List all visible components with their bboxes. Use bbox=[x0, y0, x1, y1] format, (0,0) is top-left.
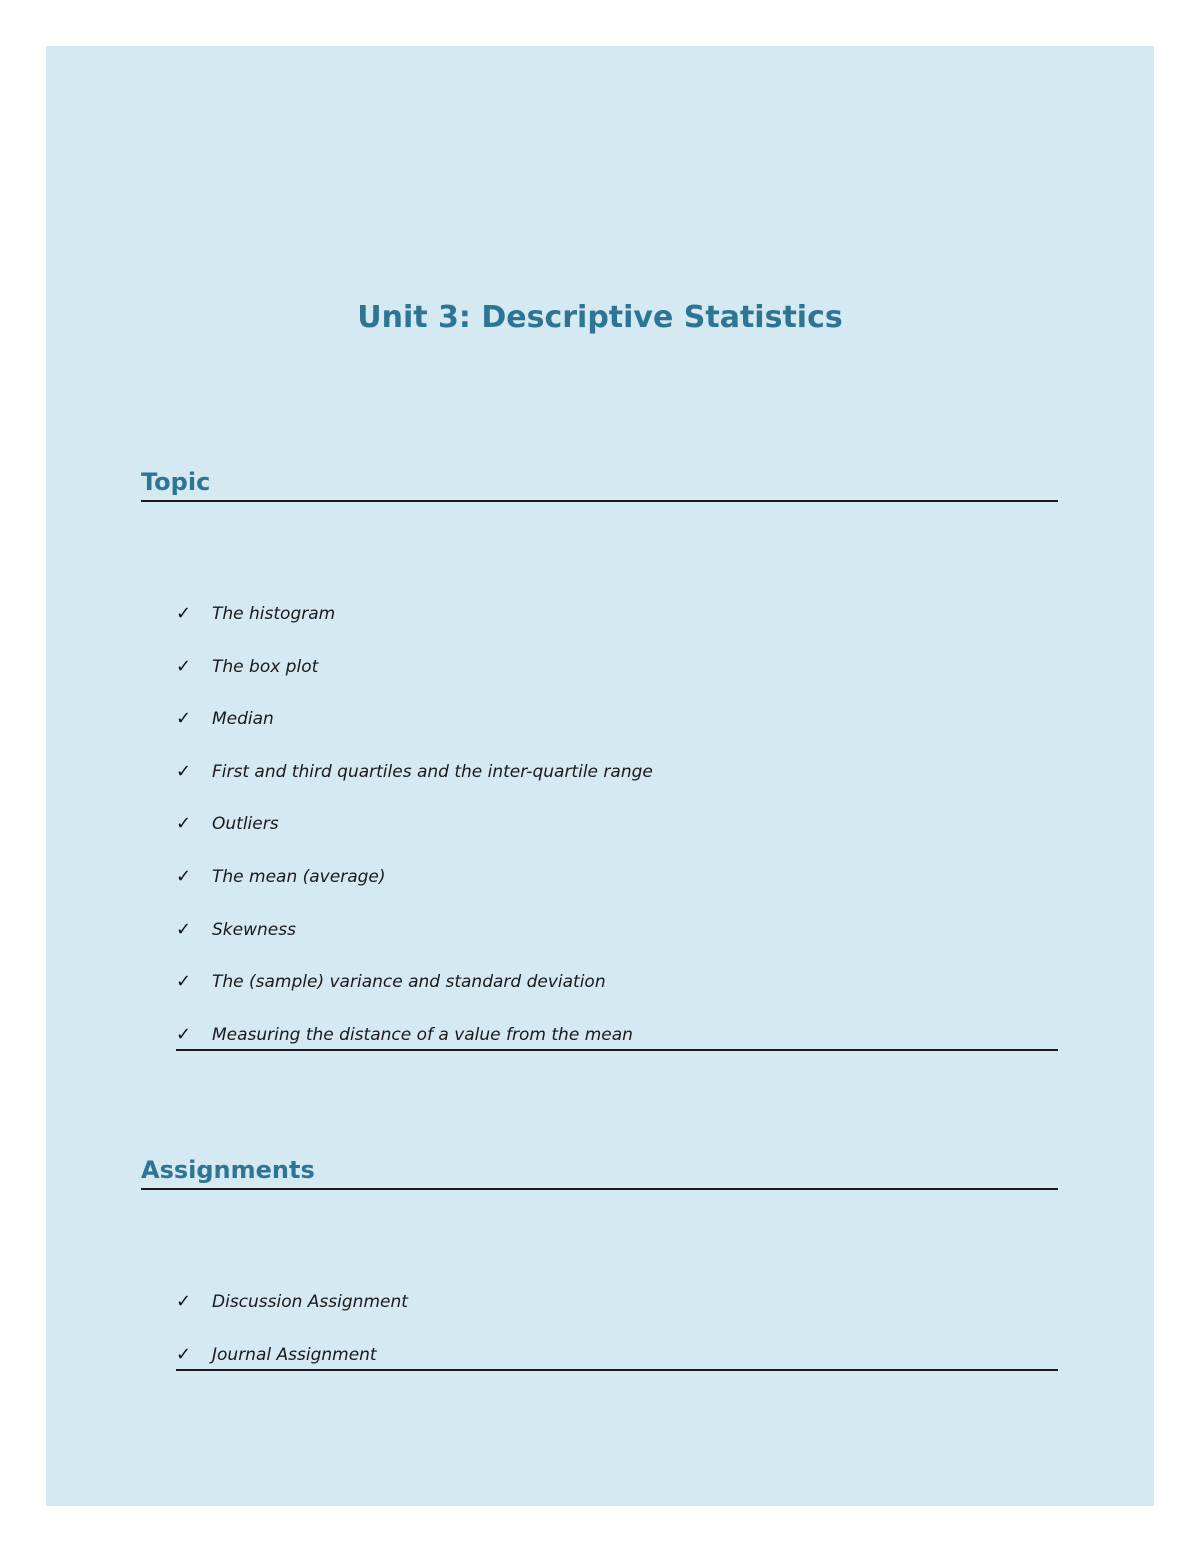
list-item-label: Discussion Assignment bbox=[212, 1292, 408, 1312]
page-title: Unit 3: Descriptive Statistics bbox=[357, 300, 843, 335]
list-item bbox=[176, 759, 1058, 812]
list-item bbox=[176, 917, 1058, 970]
list-item-label: First and third quartiles and the inter-quartile range bbox=[212, 761, 653, 782]
list-item-label: The mean (average) bbox=[212, 866, 386, 887]
check-icon: ✓ bbox=[176, 708, 192, 730]
document-page bbox=[46, 46, 1154, 1506]
list-item bbox=[176, 706, 1058, 759]
list-item-label: Measuring the distance of a value from the mean bbox=[212, 1024, 633, 1045]
check-icon: ✓ bbox=[176, 971, 192, 993]
check-icon: ✓ bbox=[176, 1343, 192, 1365]
check-icon: ✓ bbox=[176, 603, 192, 624]
list-item bbox=[176, 1289, 1058, 1342]
list-item bbox=[176, 864, 1058, 917]
list-item bbox=[176, 654, 1058, 707]
check-icon: ✓ bbox=[176, 760, 192, 782]
check-icon: ✓ bbox=[176, 918, 192, 940]
check-icon: ✓ bbox=[176, 813, 192, 835]
list-item-label: Skewness bbox=[212, 919, 296, 940]
list-item bbox=[176, 969, 1058, 1022]
list-item-label: Outliers bbox=[212, 814, 279, 835]
check-icon: ✓ bbox=[176, 655, 192, 677]
list-item bbox=[176, 1022, 1058, 1075]
check-icon: ✓ bbox=[176, 1023, 192, 1045]
list-item-label: The histogram bbox=[212, 604, 336, 624]
check-icon: ✓ bbox=[176, 865, 192, 887]
topic-list bbox=[176, 601, 1058, 1074]
list-item-label: The box plot bbox=[212, 656, 319, 677]
assignments-heading: Assignments bbox=[141, 1154, 1058, 1190]
check-icon: ✓ bbox=[176, 1291, 192, 1312]
assignments-list bbox=[176, 1289, 1058, 1394]
list-item bbox=[176, 1342, 1058, 1395]
list-item-label: The (sample) variance and standard deviation bbox=[212, 972, 606, 993]
topic-heading: Topic bbox=[141, 466, 1058, 502]
list-item-label: Median bbox=[212, 709, 274, 730]
list-item bbox=[176, 811, 1058, 864]
list-item bbox=[176, 601, 1058, 654]
list-item-label: Journal Assignment bbox=[212, 1344, 377, 1365]
